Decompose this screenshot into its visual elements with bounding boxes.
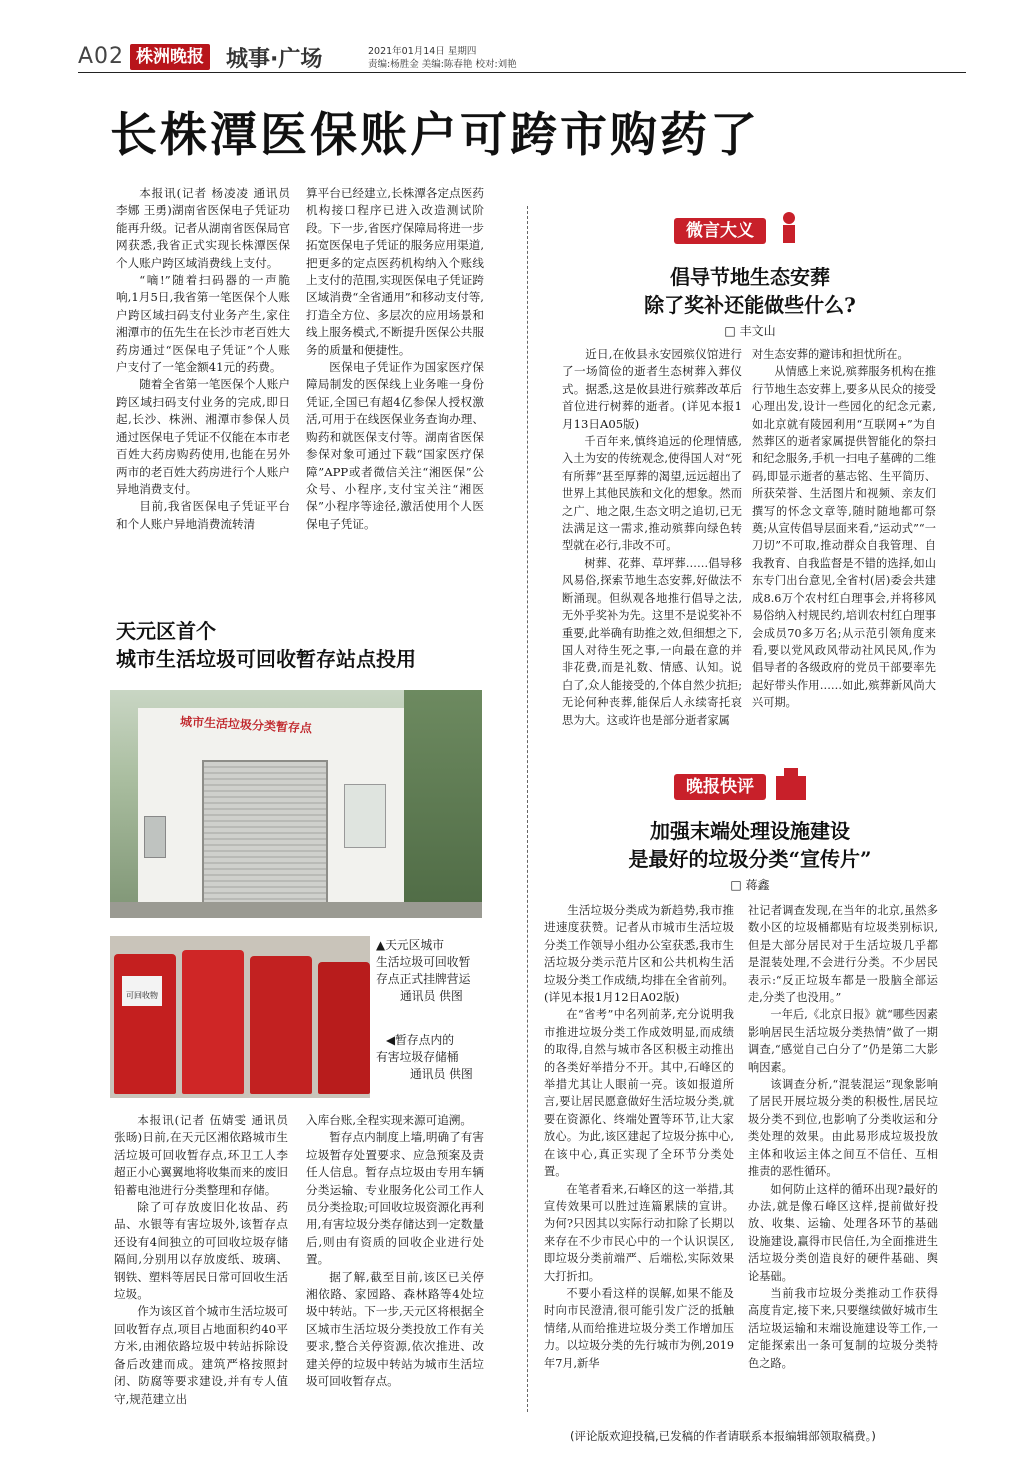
rolling-shutter-door [202, 760, 328, 914]
newspaper-logo: 株洲晚报 [130, 44, 210, 70]
red-bin [114, 954, 176, 1094]
electric-box [144, 816, 166, 858]
building-icon [774, 766, 808, 802]
article1-para: 本报讯(记者 杨凌凌 通讯员 李娜 王勇)湖南省医保电子凭证功能再升级。记者从湖南省医保局官网获悉,我省正式实现长株潭医保个人账户跨区域消费线上支付。 [116, 186, 290, 270]
article2-col2 [306, 1112, 484, 1391]
column2-intro: 生活垃圾分类成为新趋势,我市推进速度获赞。记者从市城市生活垃圾分类工作领导小组办公室获悉,我市生活垃圾分类示范片区和公共机构生活垃圾分类工作成绩,均排在全省前列。(详见本报1月12日A02版) [544, 903, 734, 1005]
article2-para: 据了解,截至目前,该区已关停湘依路、家园路、森林路等4处垃圾中转站。下一步,天元区将根据全区城市生活垃圾分类投放工作有关要求,整合关停资源,依次推进、改建关停的垃圾中转站为城市生活垃圾可回收暂存点。 [306, 1269, 484, 1389]
caption-1 [376, 937, 486, 1005]
column1-col1 [562, 346, 742, 729]
column2-para: 如何防止这样的循环出现?最好的办法,就是像石峰区这样,提前做好投放、收集、运输、处理各环节的基础设施建设,赢得市民信任,为全面推进生活垃圾分类创造良好的硬件基础、舆论基础。 [748, 1182, 938, 1283]
article1-col1 [116, 185, 290, 533]
caption-line: 存点正式挂牌营运 [376, 972, 471, 986]
article1-headline: 长株潭医保账户可跨市购药了 [110, 108, 760, 163]
caption-line: 生活垃圾可回收暂 [376, 955, 471, 969]
column2-para: 当前我市垃圾分类推动工作获得高度肯定,接下来,只要继续做好城市生活垃圾运输和末端设施建设等工作,一定能探索出一条可复制的垃圾分类特色之路。 [748, 1286, 938, 1370]
column1-para: 千百年来,慎终追远的伦理情感,入土为安的传统观念,使得国人对“死有所葬”甚至厚葬的渴望,远远超出了世界上其他民族和文化的想象。然而之广、地之限,生态文明之追切,已无法满足这一需求,推动殡葬向绿色转型就在必行,非改不可。 [562, 435, 742, 553]
article1-col2 [306, 185, 484, 533]
column1-col2 [752, 346, 936, 712]
caption-line: 通讯员 供图 [400, 989, 463, 1003]
column2-body [544, 1006, 734, 1372]
column-badge: 晚报快评 [674, 774, 766, 800]
article1-para: 医保电子凭证作为国家医疗保障局制发的医保线上业务唯一身份凭证,全国已有超4亿参保人授权激活,可用于在线医保业务查询办理、购药和就医保支付等。湖南省医保参保对象可通过下载“国家医疗保障”APP或者微信关注“湘医保”公众号、小程序,支付宝关注“湘医保”小程序等途径,激活使用个人医保电子凭证。 [306, 360, 484, 531]
column2-title-line1: 加强末端处理设施建设 [650, 819, 850, 843]
column1-body [562, 433, 742, 729]
column1-para: 对生态安葬的避讳和担忧所在。 [752, 348, 909, 361]
column-divider [527, 206, 528, 1412]
section-name: 城事·广场 [226, 47, 323, 72]
column2-col1 [544, 902, 734, 1372]
column2-para: 不要小看这样的误解,如果不能及时向市民澄清,很可能引发广泛的抵触情绪,从而给推进垃圾分类工作增加压力。以垃圾分类的先行城市为例,2019年7月,新华 [544, 1286, 734, 1370]
page-number: A02 [78, 44, 125, 69]
article2-para: 作为该区首个城市生活垃圾可回收暂存点,项目占地面积约40平方米,由湘依路垃圾中转站拆除设备后改建而成。建筑严格按照封闭、防腐等要求建设,并有专人值守,规范建立出 [114, 1304, 288, 1406]
photo-hazardous-bins [110, 936, 370, 1098]
caption-2 [376, 1032, 486, 1083]
column1-title-line2: 除了奖补还能做些什么? [644, 293, 856, 317]
red-bin [182, 950, 244, 1094]
column1-para: 树葬、花葬、草坪葬……倡导移风易俗,探索节地生态安葬,好做法不断涌现。但纵观各地推行倡导之法,无外乎奖补为先。这里不是说奖补不重要,此举确有助推之效,但细想之下,国人对待生死之事,一向最在意的并非花费,而是礼数、情感、认知。说白了,众人能接受的,个体自然少抗拒;无论何种丧葬,能保后人永续寄托哀思为大。这或许也是部分逝者家属 [562, 556, 742, 727]
ground [110, 902, 482, 918]
article2-para: 暂存点内制度上墙,明确了有害垃圾暂存处置要求、应急预案及责任人信息。暂存点垃圾由专用车辆分类运输、专业服务化公司工作人员分类捡取;可回收垃圾资源化再利用,有害垃圾分类存储达到一定数量后,则由有资质的回收企业进行处置。 [306, 1130, 484, 1267]
caption-line: 通讯员 供图 [410, 1067, 473, 1081]
station-sign: 城市生活垃圾分类暂存点 [179, 714, 313, 736]
article2-col1 [114, 1112, 288, 1408]
article1-para: 算平台已经建立,长株潭各定点医药机构接口程序已进入改造测试阶段。下一步,省医疗保障局将进一步拓宽医保电子凭证的服务应用渠道,把更多的定点医药机构纳入个账线上支付的范围,实现医保电子凭证跨区域消费“全省通用”和移动支付等,打造全方位、多层次的应用场景和线上服务模式,不断提升医保公共服务的质量和便捷性。 [306, 186, 484, 357]
article2-para: 入库台账,全程实现来源可追溯。 [306, 1113, 472, 1127]
column1-intro: 近日,在攸县永安园殡仪馆进行了一场简俭的逝者生态树葬入葬仪式。据悉,这是攸县进行殡葬改革后首位进行树葬的逝者。(详见本报1月13日A05版) [562, 347, 742, 431]
red-bin [318, 962, 370, 1094]
caption-line: 有害垃圾存储桶 [376, 1050, 459, 1064]
header-meta [368, 45, 517, 71]
megaphone-icon [776, 210, 802, 246]
article2-para: 本报讯(记者 伍婧雯 通讯员 张旸)日前,在天元区湘依路城市生活垃圾可回收暂存点,环卫工人李超正小心翼翼地将收集而来的废旧铅蓄电池进行分类整理和存储。 [114, 1113, 288, 1197]
red-bin [250, 956, 312, 1094]
submission-note: (评论版欢迎投稿,已发稿的作者请联系本报编辑部领取稿费。) [570, 1429, 876, 1443]
article2-para: 除了可存放废旧化妆品、药品、水银等有害垃圾外,该暂存点还设有4间独立的可回收垃圾存储隔间,分别用以存放废纸、玻璃、钢铁、塑料等居民日常可回收生活垃圾。 [114, 1200, 288, 1302]
column2-para: 在“省考”中名列前茅,充分说明我市推进垃圾分类工作成效明显,而成绩的取得,自然与城市各区积极主动推出的各类好举措分不开。其中,石峰区的举措尤其让人眼前一亮。该如报道所言,要让居民愿意做好生活垃圾分类,就要在资源化、终端处置等环节,让大家放心。为此,该区建起了垃圾分拣中心,在该中心,真正实现了全环节分类处置。 [544, 1008, 734, 1179]
article1-para: 随着全省第一笔医保个人账户跨区域扫码支付业务的完成,即日起,长沙、株洲、湘潭市参保人员通过医保电子凭证不仅能在本市老百姓大药房购药使用,也能在另外两市的老百姓大药房进行个人账户异地消费支付。 [116, 377, 290, 496]
caption-line: ◀暂存点内的 [386, 1033, 455, 1047]
editor-line: 责编:杨胜金 美编:陈春艳 校对:刘艳 [368, 59, 517, 70]
bin-label: 可回收物 [122, 976, 162, 1006]
photo-storage-station [110, 690, 482, 918]
column2-para: 一年后,《北京日报》就“哪些因素影响居民生活垃圾分类热情”做了一期调查,“感觉自己白分了”仍是第二大影响因素。 [748, 1008, 938, 1074]
column1-title-line1: 倡导节地生态安葬 [670, 265, 830, 289]
column2-para: 在笔者看来,石峰区的这一举措,其宣传效果可以胜过连篇累牍的宣讲。为何?只因其以实际行动扣除了长期以来存在不少市民心中的一个认识误区,即垃圾分类前端严、后端松,实际效果大打折扣。 [544, 1182, 734, 1283]
column2-para: 社记者调查发现,在当年的北京,虽然多数小区的垃圾桶都贴有垃圾类别标识,但是大部分居民对于生活垃圾几乎都是混装处理,不会进行分类。不少居民表示:“反正垃圾车都是一股脑全部运走,分类了也没用。” [748, 904, 938, 1005]
article1-para: 目前,我省医保电子凭证平台和个人账户异地消费流转清 [116, 499, 290, 531]
article2-title-line2: 城市生活垃圾可回收暂存站点投用 [116, 647, 416, 671]
column1-author: □ 丰文山 [724, 324, 776, 338]
article1-para: “嘀!”随着扫码器的一声脆响,1月5日,我省第一笔医保个人账户跨区域扫码支付业务产生,家住湘潭市的伍先生在长沙市老百姓大药房通过“医保电子凭证”个人账户支付了一笔金额41元的药费。 [116, 273, 290, 375]
column2-col2 [748, 902, 938, 1372]
trees [404, 690, 482, 918]
date-line: 2021年01月14日 星期四 [368, 46, 477, 57]
header-rule [78, 72, 966, 73]
caption-line: ▲天元区城市 [376, 938, 445, 952]
article2-title-line1: 天元区首个 [116, 619, 216, 643]
notice-board [344, 784, 386, 848]
column2-author: □ 蒋鑫 [730, 878, 770, 892]
column1-para: 从情感上来说,殡葬服务机构在推行节地生态安葬上,要多从民众的接受心理出发,设计一些园化的纪念元素,如北京就有陵园利用“互联网+”为自然葬区的逝者家属提供智能化的祭扫和纪念服务,手机一扫电子墓碑的二维码,即显示逝者的墓志铭、生平简历、所获荣誉、生活图片和视频、亲友们撰写的怀念文章等,随时随地都可祭奠;从宣传倡导层面来看,“运动式”“一刀切”不可取,推动群众自我管理、自我教育、自我监督是不错的选择,如山东专门出台意见,全省村(居)委会共建成8.6万个农村红白理事会,并将移风易俗纳入村规民约,培训农村红白理事会成员70多万名;从示范引领角度来看,要以党风政风带动社风民风,作为倡导者的各级政府的党员干部要率先起好带头作用……如此,殡葬新风尚大兴可期。 [752, 365, 936, 710]
column-badge: 微言大义 [674, 218, 766, 244]
column2-title-line2: 是最好的垃圾分类“宣传片” [628, 847, 872, 871]
column2-para: 该调查分析,“混装混运”现象影响了居民开展垃圾分类的积极性,居民垃圾分类不到位,也影响了分类收运和分类处理的效果。由此易形成垃圾投放主体和收运主体之间互不信任、互相推责的恶性循环。 [748, 1078, 938, 1179]
